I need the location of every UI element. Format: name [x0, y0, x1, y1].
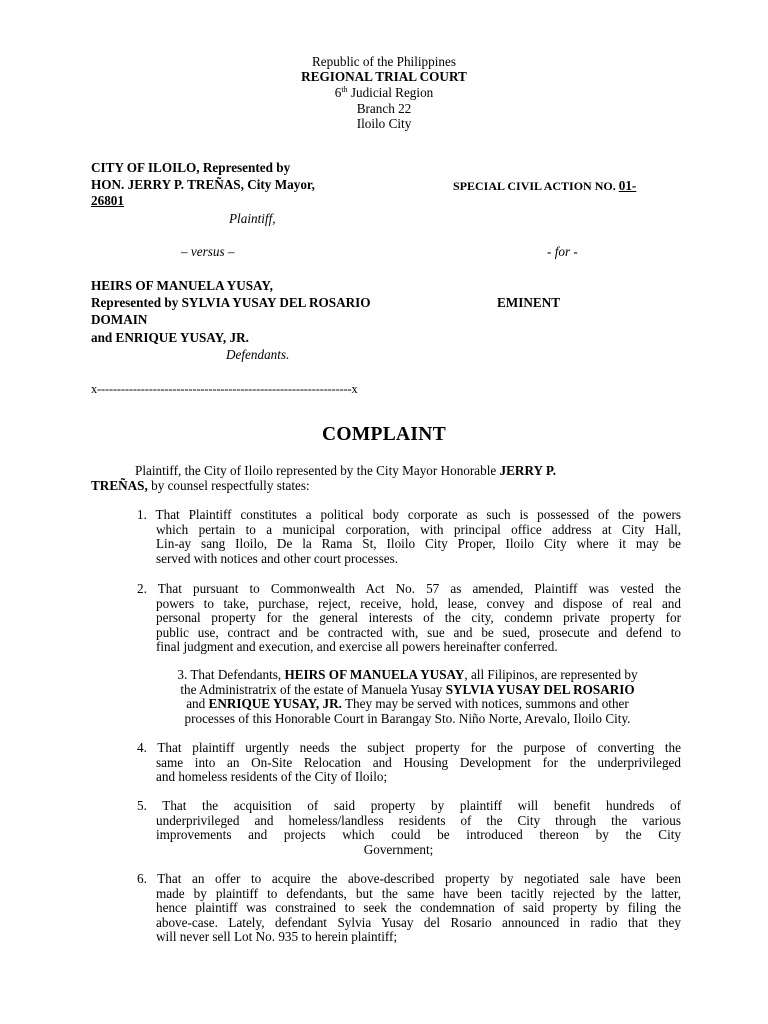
paragraph-line: final judgment and execution, and exercise all powers hereinafter conferred. [156, 639, 558, 655]
paragraph-line: public use, contract and be contracted with, sue and be sued, prosecute and defend to [156, 624, 681, 640]
paragraph-line: powers to take, purchase, reject, receive, hold, lease, convey and dispose of real and [156, 595, 681, 611]
paragraph-5 [137, 799, 681, 814]
defendant-role: Defendants. [226, 347, 290, 362]
paragraph-line: underprivileged and homeless/landless residents of the City through the various [156, 812, 681, 828]
versus-text: – versus – [181, 244, 235, 259]
paragraph-4 [137, 741, 681, 756]
case-number-continued: 26801 [91, 193, 124, 208]
paragraph-6-body [156, 887, 681, 945]
paragraph-2 [137, 582, 681, 597]
header-branch: Branch 22 [356, 101, 412, 116]
paragraph-1-body [156, 523, 681, 567]
paragraph-1 [137, 508, 681, 523]
paragraph-3-line-1: 3. That Defendants, HEIRS OF MANUELA YUSAY, all Filipinos, are represented by [177, 667, 638, 682]
for-text: - for - [547, 244, 578, 259]
paragraph-line: hence plaintiff was constrained to seek the condemnation of said property by filing the [156, 900, 681, 916]
action-nature-2: DOMAIN [91, 312, 148, 327]
paragraph-line: 6. That an offer to acquire the above-described property by negotiated sale have been [137, 871, 681, 886]
plaintiff-role: Plaintiff, [229, 211, 276, 226]
intro-line-1: Plaintiff, the City of Iloilo represented by the City Mayor Honorable JERRY P. [135, 463, 556, 478]
paragraph-line: improvements and projects which could be introduced thereon by the City [156, 827, 681, 843]
paragraph-line: 5. That the acquisition of said property by plaintiff will benefit hundreds of [137, 798, 681, 813]
paragraph-line: Government; [363, 841, 434, 857]
paragraph-6 [137, 872, 681, 887]
paragraph-2-body [156, 597, 681, 655]
paragraph-line: above-case. Lately, defendant Sylvia Yusay del Rosario announced in radio that they [156, 914, 681, 930]
defendant-line-2: Represented by SYLVIA YUSAY DEL ROSARIO [91, 295, 371, 310]
paragraph-3-line-4: processes of this Honorable Court in Barangay Sto. Niño Norte, Arevalo, Iloilo City. [184, 710, 631, 726]
defendant-line-1: HEIRS OF MANUELA YUSAY, [91, 278, 273, 293]
header-court: REGIONAL TRIAL COURT [301, 69, 467, 84]
paragraph-line: 4. That plaintiff urgently needs the subject property for the purpose of converting the [137, 740, 681, 755]
intro-line-2: TREÑAS, by counsel respectfully states: [91, 478, 310, 493]
paragraph-line: 1. That Plaintiff constitutes a political body corporate as such is possessed of the powers [137, 507, 681, 522]
header-region: 6th Judicial Region [334, 85, 434, 100]
paragraph-3-line-2: the Administratrix of the estate of Manuela Yusay SYLVIA YUSAY DEL ROSARIO [180, 681, 635, 697]
paragraph-line: will never sell Lot No. 935 to herein plaintiff; [156, 929, 398, 945]
caption-separator: x----------------------------------------------------------------x [91, 382, 358, 396]
paragraph-line: made by plaintiff to defendants, but the same have been tacitly rejected by the latter, [156, 885, 681, 901]
paragraph-line: served with notices and other court processes. [156, 550, 399, 566]
case-number: SPECIAL CIVIL ACTION NO. 01- [453, 178, 637, 193]
defendant-line-3: and ENRIQUE YUSAY, JR. [91, 330, 249, 345]
header-republic: Republic of the Philippines [312, 54, 456, 69]
paragraph-5-body [156, 814, 681, 858]
plaintiff-line-1: CITY OF ILOILO, Represented by [91, 160, 291, 175]
paragraph-4-body [156, 756, 681, 785]
paragraph-line: and homeless residents of the City of Iloilo; [156, 769, 388, 785]
paragraph-line: 2. That pursuant to Commonwealth Act No. 57 as amended, Plaintiff was vested the [137, 581, 681, 596]
action-nature-1: EMINENT [497, 295, 561, 310]
paragraph-line: personal property for the general interests of the city, condemn private property for [156, 610, 681, 626]
paragraph-line: Lin-ay sang Iloilo, De la Rama St, Iloilo City Proper, Iloilo City where it may be [156, 536, 681, 552]
paragraph-line: same into an On-Site Relocation and Housing Development for the underprivileged [156, 754, 681, 770]
document-title: COMPLAINT [321, 424, 447, 445]
paragraph-line: which pertain to a municipal corporation, with principal office address at City Hall, [156, 521, 681, 537]
paragraph-3-line-3: and ENRIQUE YUSAY, JR. They may be served with notices, summons and other [186, 696, 629, 712]
header-city: Iloilo City [356, 116, 412, 131]
plaintiff-line-2: HON. JERRY P. TREÑAS, City Mayor, [91, 177, 315, 192]
